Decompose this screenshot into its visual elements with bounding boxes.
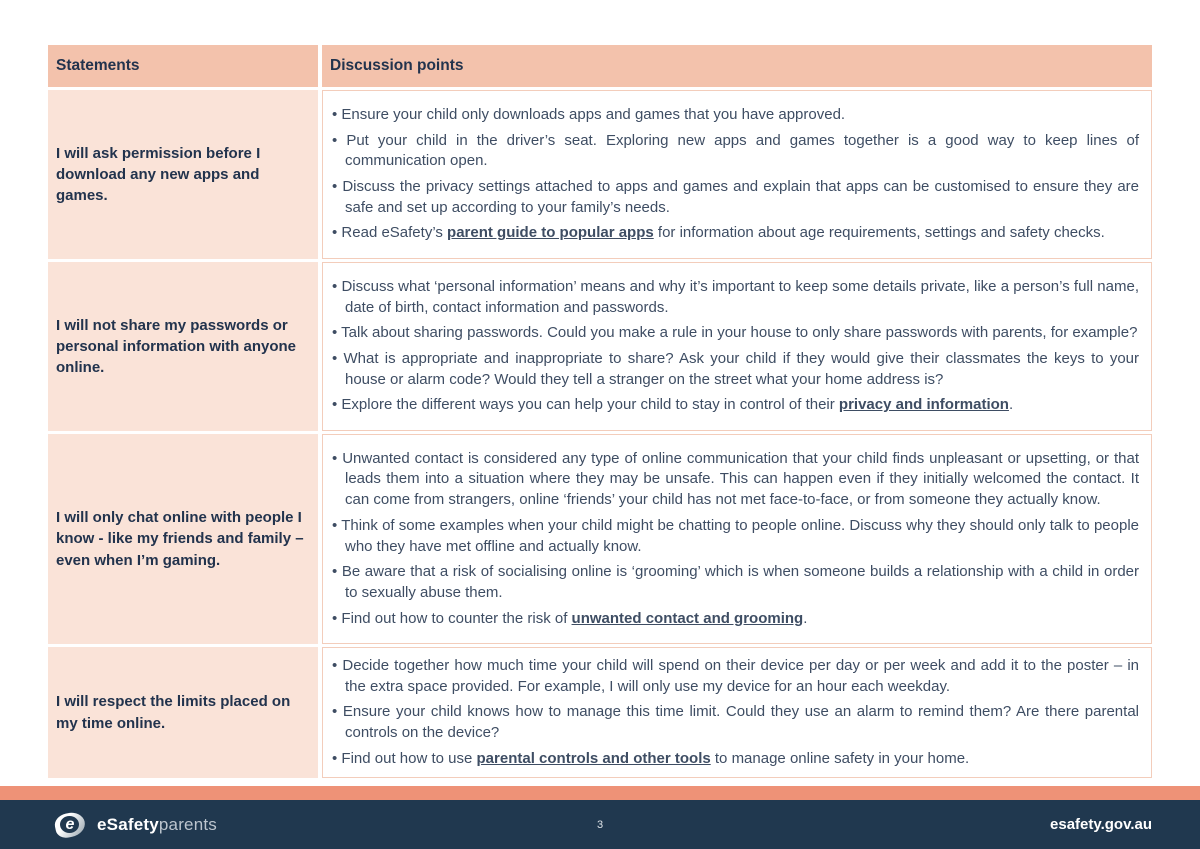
statement-cell [48, 262, 318, 431]
point-text: Be aware that a risk of socialising online is ‘grooming’ which is when someone builds a relationship with a child in order to sexually abuse them. [341, 563, 1140, 601]
bullet-glyph: • [332, 131, 347, 149]
discussion-point [332, 749, 1139, 770]
point-text: Discuss the privacy settings attached to apps and games and explain that apps can be customised to ensure they are safe and set up according to your family’s needs. [342, 178, 1139, 216]
point-text: Find out how to use [341, 749, 477, 767]
brand-wordmark [97, 815, 217, 835]
bullet-glyph: • [332, 224, 342, 242]
brand-wordmark-light: parents [158, 814, 217, 834]
bullet-glyph: • [332, 277, 342, 295]
inline-link[interactable]: parental controls and other tools [476, 749, 711, 767]
page-number: 3 [596, 818, 604, 831]
discussion-point [332, 277, 1139, 318]
point-text: Ensure your child knows how to manage this time limit. Could they use an alarm to remind them? Are there parental controls on the device? [342, 703, 1139, 742]
discussion-points-list [322, 262, 1152, 431]
statement-text: I will only chat online with people I know - like my friends and family – even when I’m gaming. [56, 509, 304, 569]
inline-link[interactable]: unwanted contact and grooming [571, 609, 804, 627]
bullet-glyph: • [332, 563, 342, 581]
esafety-logo-letter: e [65, 815, 75, 833]
discussion-points-list [322, 647, 1152, 778]
point-text: Think of some examples when your child might be chatting to people online. Discuss why they should only talk to people who they have met offline and actually know. [341, 516, 1139, 555]
statement-cell [48, 434, 318, 644]
bullet-glyph: • [332, 324, 342, 342]
discussion-points-header: Discussion points [322, 45, 1152, 87]
statement-text: I will ask permission before I download any new apps and games. [56, 144, 261, 205]
bullet-glyph: • [332, 350, 344, 367]
point-text: What is appropriate and inappropriate to share? Ask your child if they would give their classmates the keys to your house or alarm code? Would they tell a stranger on the street what your home address is? [343, 350, 1140, 388]
bullet-glyph: • [332, 178, 343, 195]
point-text: Ensure your child only downloads apps and games that you have approved. [341, 105, 846, 123]
point-text: Explore the different ways you can help your child to stay in control of their [341, 396, 839, 414]
bullet-glyph: • [332, 396, 342, 414]
point-text: Find out how to counter the risk of [341, 609, 572, 627]
point-text: Unwanted contact is considered any type of online communication that your child finds unpleasant or upsetting, or that leads them into a situation where they may be unsafe. This can happen even if they initially welcomed the contact. It can come from strangers, online ‘friends’ your child has not met face-to-face, or from someone they actually know. [342, 449, 1139, 509]
point-text: to manage online safety in your home. [710, 749, 970, 767]
discussion-point [332, 131, 1139, 172]
footer-bar [0, 800, 1200, 849]
discussion-points-list [322, 90, 1152, 259]
point-text: Discuss what ‘personal information’ means and why it’s important to keep some details private, like a person’s full name, date of birth, contact information and passwords. [341, 277, 1139, 316]
statement-text: I will respect the limits placed on my time online. [56, 693, 291, 732]
bullet-glyph: • [332, 609, 342, 627]
inline-link[interactable]: parent guide to popular apps [447, 224, 654, 242]
discussion-point [332, 449, 1139, 511]
brand-wordmark-bold: eSafety [97, 814, 159, 834]
discussion-point [332, 349, 1139, 390]
footer-accent-bar [0, 786, 1200, 800]
bullet-glyph: • [332, 703, 343, 721]
discussion-table [48, 45, 1152, 778]
discussion-point [332, 516, 1139, 557]
point-text: Put your child in the driver’s seat. Exploring new apps and games together is a good way to keep lines of communication open. [345, 131, 1139, 170]
statement-cell [48, 90, 318, 259]
discussion-points-list [322, 434, 1152, 644]
esafety-logo-icon [55, 812, 87, 838]
point-text: for information about age requirements, settings and safety checks. [653, 224, 1105, 242]
statement-cell [48, 647, 318, 778]
bullet-glyph: • [332, 105, 342, 123]
statement-text: I will not share my passwords or personal information with anyone online. [56, 316, 297, 377]
point-text: Read eSafety’s [341, 224, 448, 242]
discussion-point [332, 395, 1139, 416]
discussion-point [332, 656, 1139, 697]
discussion-point [332, 702, 1139, 743]
point-text: . [1008, 396, 1014, 414]
site-url: esafety.gov.au [1050, 816, 1152, 833]
bullet-glyph: • [332, 449, 343, 467]
point-text: . [803, 609, 808, 627]
bullet-glyph: • [332, 516, 342, 534]
discussion-point [332, 323, 1139, 344]
discussion-point [332, 223, 1139, 244]
discussion-point [332, 609, 1139, 630]
point-text: Talk about sharing passwords. Could you make a rule in your house to only share passwords with parents, for example? [341, 324, 1138, 342]
bullet-glyph: • [332, 657, 343, 674]
statements-header: Statements [48, 45, 318, 87]
discussion-point [332, 105, 1139, 126]
inline-link[interactable]: privacy and information [838, 396, 1009, 414]
discussion-point [332, 177, 1139, 218]
bullet-glyph: • [332, 749, 342, 767]
point-text: Decide together how much time your child will spend on their device per day or per week and add it to the poster – in the extra space provided. For example, I will only use my device for an hour each weekday. [342, 657, 1139, 695]
discussion-point [332, 562, 1139, 603]
